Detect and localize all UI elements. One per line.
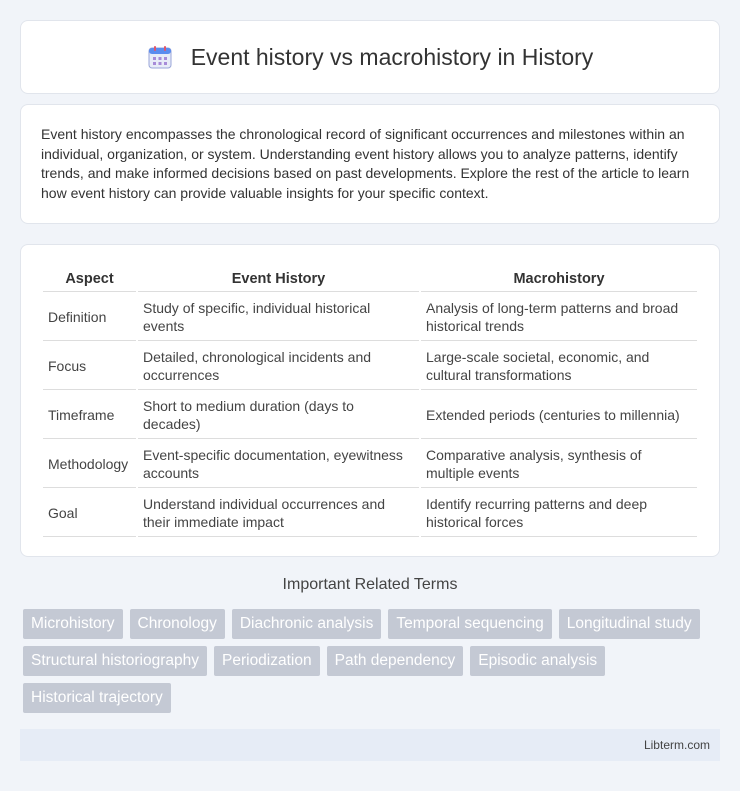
row-macrohistory: Large-scale societal, economic, and cultural transformations bbox=[421, 343, 697, 390]
intro-text: Event history encompasses the chronological record of significant occurrences and milestones within an individual, organization, or system. Understanding event history allows you to analyze patterns, identify trends, and make informed decisions based on past developments. Explore the rest of the article to learn how event history can provide valuable insights for your specific context. bbox=[41, 126, 690, 201]
footer bbox=[20, 729, 720, 761]
row-aspect: Focus bbox=[43, 343, 136, 390]
footer-site-link[interactable]: Libterm.com bbox=[643, 738, 710, 752]
table-row bbox=[43, 343, 697, 390]
tag-temporal-sequencing[interactable]: Temporal sequencing bbox=[388, 609, 551, 639]
header-macrohistory: Macrohistory bbox=[421, 267, 697, 292]
row-aspect: Methodology bbox=[43, 441, 136, 488]
table-row bbox=[43, 490, 697, 537]
row-event-history: Study of specific, individual historical events bbox=[138, 294, 419, 341]
page-title: Event history vs macrohistory in History bbox=[190, 43, 594, 70]
calendar-icon bbox=[147, 44, 173, 70]
row-macrohistory: Analysis of long-term patterns and broad historical trends bbox=[421, 294, 697, 341]
tag-historical-trajectory[interactable]: Historical trajectory bbox=[23, 683, 171, 713]
tag-diachronic-analysis[interactable]: Diachronic analysis bbox=[232, 609, 382, 639]
title-wrap bbox=[147, 44, 594, 71]
table-row bbox=[43, 392, 697, 439]
tag-episodic-analysis[interactable]: Episodic analysis bbox=[470, 646, 605, 676]
row-macrohistory: Extended periods (centuries to millennia) bbox=[421, 392, 697, 439]
row-aspect: Goal bbox=[43, 490, 136, 537]
tag-path-dependency[interactable]: Path dependency bbox=[327, 646, 464, 676]
table-row bbox=[43, 441, 697, 488]
row-aspect: Timeframe bbox=[43, 392, 136, 439]
tag-periodization[interactable]: Periodization bbox=[214, 646, 320, 676]
row-event-history: Understand individual occurrences and their immediate impact bbox=[138, 490, 419, 537]
tag-structural-historiography[interactable]: Structural historiography bbox=[23, 646, 207, 676]
table-header-row bbox=[43, 267, 697, 292]
row-macrohistory: Comparative analysis, synthesis of multiple events bbox=[421, 441, 697, 488]
tag-longitudinal-study[interactable]: Longitudinal study bbox=[559, 609, 700, 639]
comparison-table bbox=[41, 265, 699, 539]
intro-card bbox=[20, 104, 720, 224]
row-event-history: Event-specific documentation, eyewitness accounts bbox=[138, 441, 419, 488]
related-terms-title: Important Related Terms bbox=[282, 576, 458, 593]
tag-microhistory[interactable]: Microhistory bbox=[23, 609, 123, 639]
header-aspect: Aspect bbox=[43, 267, 136, 292]
comparison-table-card bbox=[20, 244, 720, 557]
row-event-history: Detailed, chronological incidents and occurrences bbox=[138, 343, 419, 390]
row-macrohistory: Identify recurring patterns and deep historical forces bbox=[421, 490, 697, 537]
row-event-history: Short to medium duration (days to decades) bbox=[138, 392, 419, 439]
table-row bbox=[43, 294, 697, 341]
related-terms-tags bbox=[23, 609, 723, 713]
tag-chronology[interactable]: Chronology bbox=[130, 609, 225, 639]
row-aspect: Definition bbox=[43, 294, 136, 341]
header-card bbox=[20, 20, 720, 94]
header-event-history: Event History bbox=[138, 267, 419, 292]
